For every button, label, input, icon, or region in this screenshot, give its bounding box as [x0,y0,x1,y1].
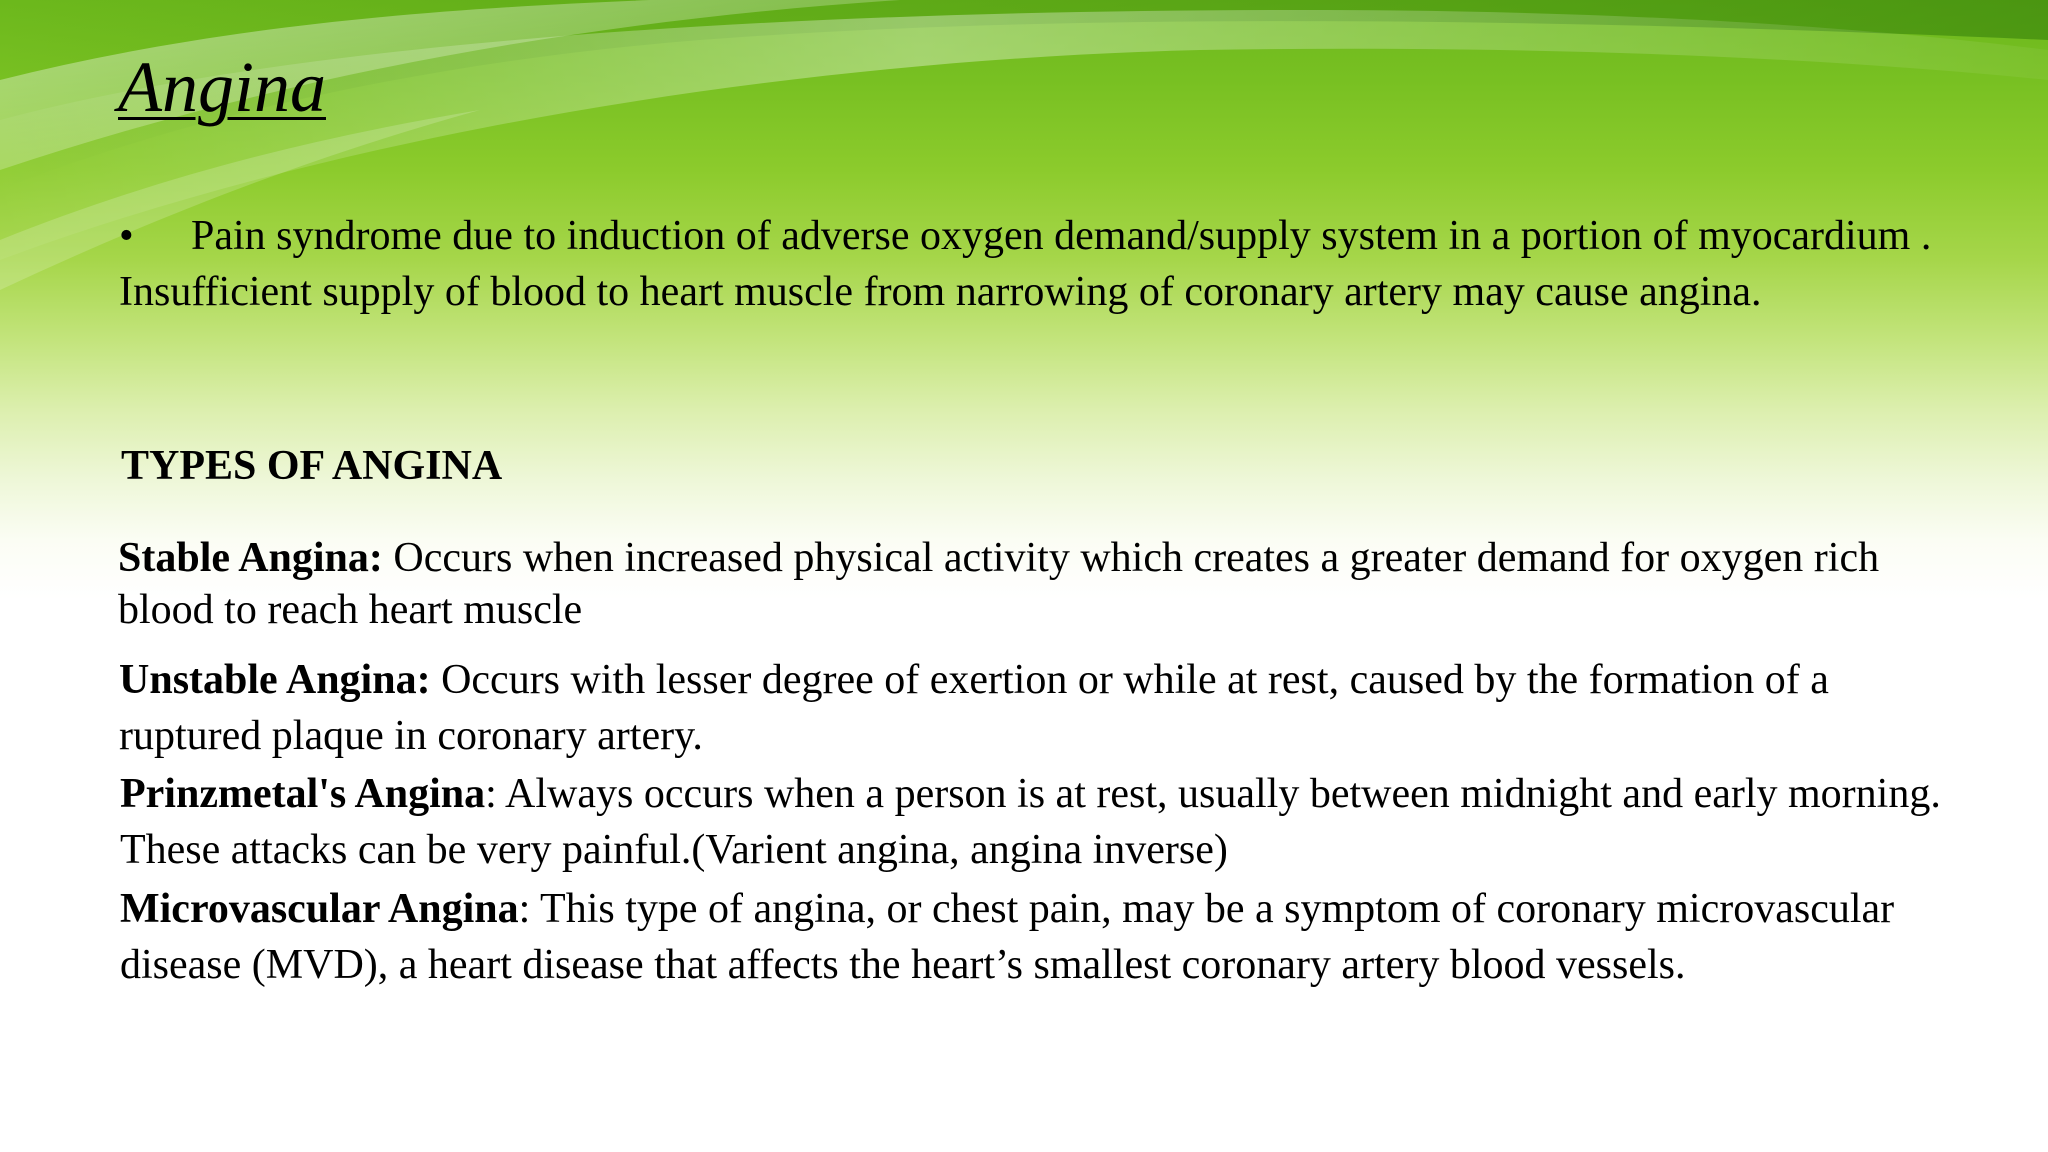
type-item-stable-angina [118,532,1958,636]
type-item-prinzmetal-angina [120,766,1960,878]
type-term: Microvascular Angina [120,886,519,932]
type-term: Prinzmetal's Angina [120,771,486,817]
type-description: Occurs with lesser degree of exertion or while at rest, caused by the formation of a ruptured plaque in coronary artery. [119,657,1829,759]
type-description: : Always occurs when a person is at rest, usually between midnight and early morning. These attacks can be very painful.(Varient angina, angina inverse) [120,771,1941,873]
intro-text: Pain syndrome due to induction of adverse oxygen demand/supply system in a portion of myocardium . Insufficient supply of blood to heart muscle from narrowing of coronary artery may cause angina. [119,213,1932,315]
type-item-unstable-angina [119,652,1959,764]
type-item-microvascular-angina [120,881,1960,993]
bullet-point: • [119,213,134,259]
intro-paragraph [119,208,1939,320]
type-description: : This type of angina, or chest pain, may be a symptom of coronary microvascular disease (MVD), a heart disease that affects the heart’s smallest coronary artery blood vessels. [120,886,1895,988]
slide-title: Angina [118,47,326,127]
types-heading: TYPES OF ANGINA [121,443,503,489]
type-description: Occurs when increased physical activity which creates a greater demand for oxygen rich blood to reach heart muscle [118,535,1880,633]
type-term: Stable Angina: [118,535,383,581]
type-term: Unstable Angina: [119,657,431,703]
